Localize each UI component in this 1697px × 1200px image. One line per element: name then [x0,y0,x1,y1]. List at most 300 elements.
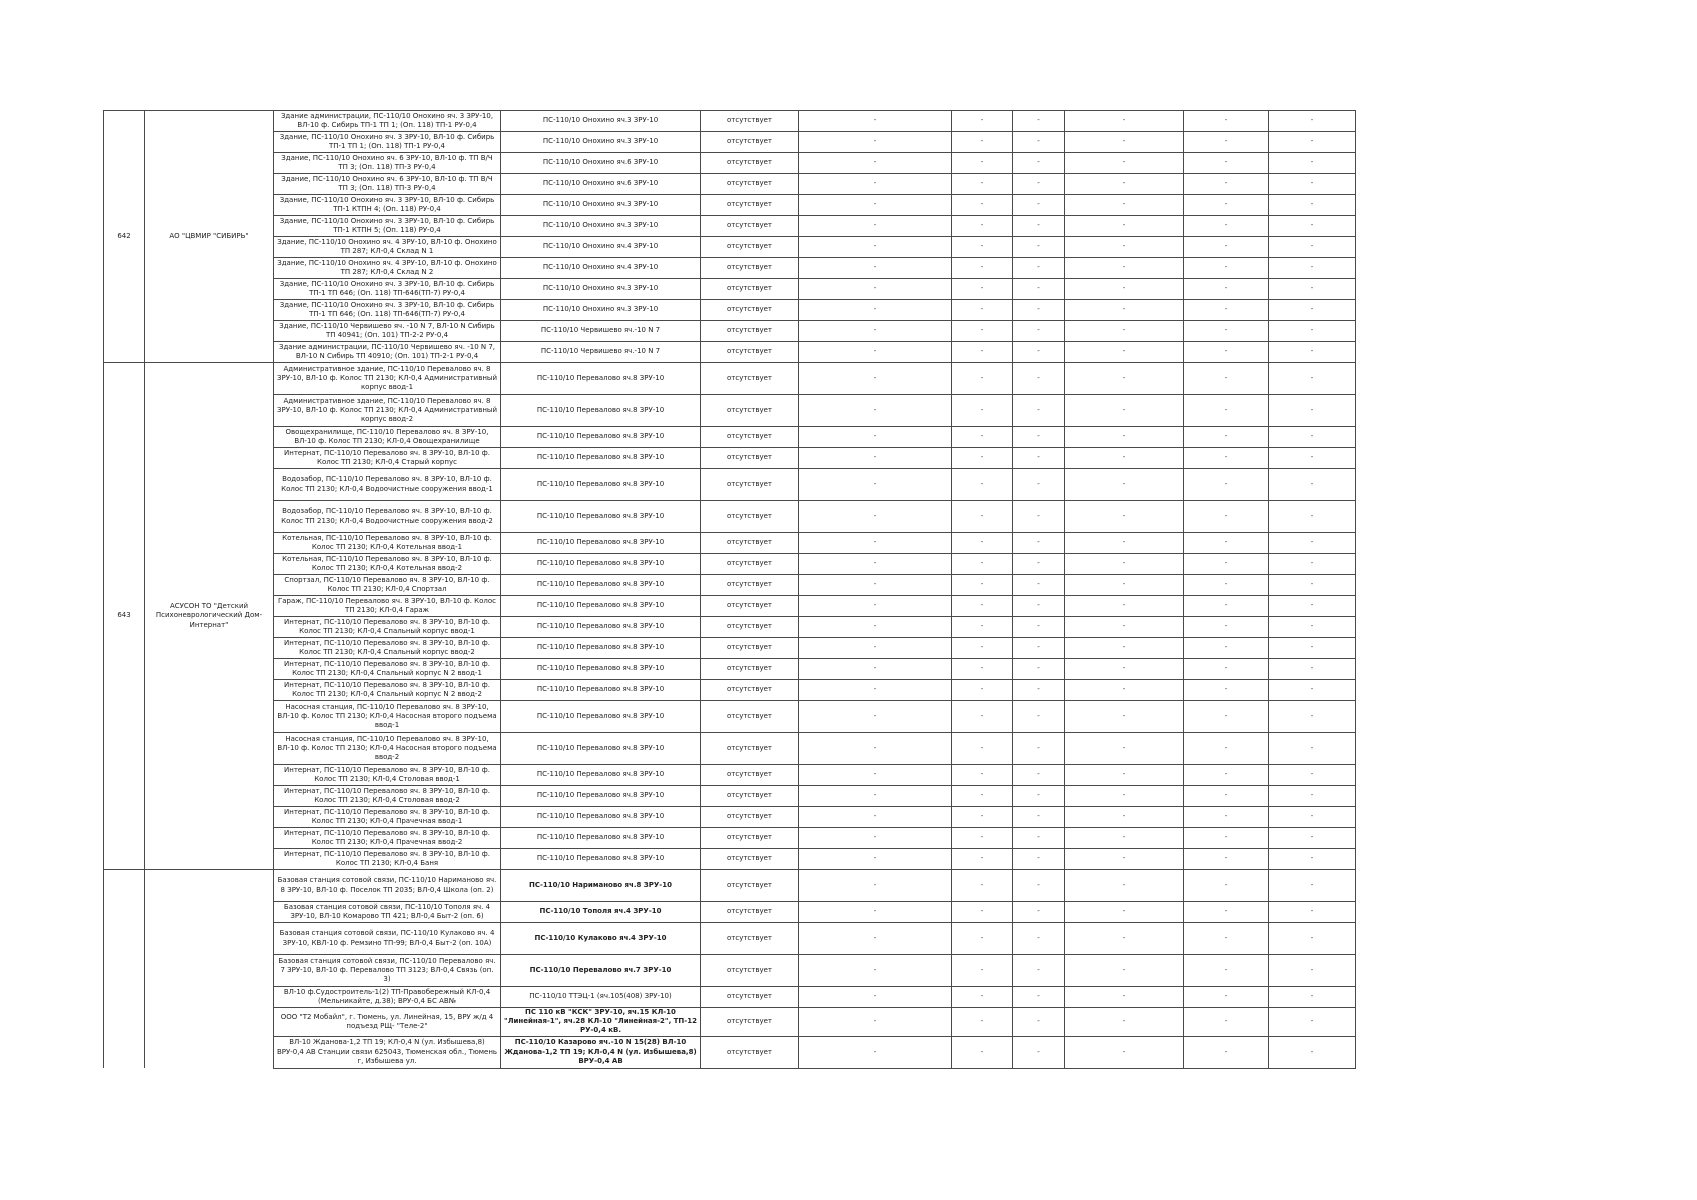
dash-cell: - [799,300,952,321]
table-row [104,575,1356,596]
dash-cell: - [799,849,952,870]
dash-cell: - [1269,237,1356,258]
table-row [104,659,1356,680]
dash-cell: - [1013,955,1065,987]
dash-cell: - [1065,1008,1184,1037]
dash-cell: - [1269,395,1356,427]
dash-cell: - [1184,733,1269,765]
dash-cell: - [799,342,952,363]
dash-cell: - [1184,469,1269,501]
dash-cell: - [799,237,952,258]
dash-cell: - [952,427,1013,448]
dash-cell: - [799,680,952,701]
dash-cell: - [1269,300,1356,321]
dash-cell: - [1013,469,1065,501]
dash-cell: - [799,174,952,195]
dash-cell: - [799,923,952,955]
dash-cell: - [1269,174,1356,195]
object-name: Интернат, ПС-110/10 Перевалово яч. 8 ЗРУ-10, ВЛ-10 ф. Колос ТП 2130; КЛ-0,4 Прачечная ввод-1 [274,807,501,828]
dash-cell: - [1013,363,1065,395]
dash-cell: - [1013,575,1065,596]
dash-cell: - [952,554,1013,575]
dash-cell: - [952,659,1013,680]
status-cell: отсутствует [701,1008,799,1037]
power-source: ПС-110/10 Перевалово яч.8 ЗРУ-10 [501,828,701,849]
status-cell: отсутствует [701,554,799,575]
table-row [104,1008,1356,1037]
table-row [104,786,1356,807]
power-source: ПС-110/10 Перевалово яч.8 ЗРУ-10 [501,501,701,533]
object-name: Административное здание, ПС-110/10 Перевалово яч. 8 ЗРУ-10, ВЛ-10 ф. Колос ТП 2130; КЛ-0,4 Административный корпус ввод-1 [274,363,501,395]
status-cell: отсутствует [701,279,799,300]
status-cell: отсутствует [701,659,799,680]
dash-cell: - [799,596,952,617]
dash-cell: - [1065,765,1184,786]
dash-cell: - [1269,342,1356,363]
power-source: ПС-110/10 Казарово яч.-10 N 15(28) ВЛ-10 Жданова-1,2 ТП 19; КЛ-0,4 N (ул. Избышева,8) ВРУ-0,4 АВ [501,1036,701,1068]
dash-cell: - [1065,987,1184,1008]
table-row [104,849,1356,870]
status-cell: отсутствует [701,849,799,870]
dash-cell: - [1184,575,1269,596]
object-name: Овощехранилище, ПС-110/10 Перевалово яч. 8 ЗРУ-10, ВЛ-10 ф. Колос ТП 2130; КЛ-0,4 Овощехранилище [274,427,501,448]
object-name: Интернат, ПС-110/10 Перевалово яч. 8 ЗРУ-10, ВЛ-10 ф. Колос ТП 2130; КЛ-0,4 Спальный корпус N 2 ввод-2 [274,680,501,701]
dash-cell: - [1065,659,1184,680]
object-name: Интернат, ПС-110/10 Перевалово яч. 8 ЗРУ-10, ВЛ-10 ф. Колос ТП 2130; КЛ-0,4 Столовая ввод-2 [274,786,501,807]
dash-cell: - [1269,828,1356,849]
dash-cell: - [1065,870,1184,902]
dash-cell: - [1013,870,1065,902]
table-row [104,279,1356,300]
dash-cell: - [952,849,1013,870]
dash-cell: - [1013,828,1065,849]
object-name: Базовая станция сотовой связи, ПС-110/10 Тополя яч. 4 ЗРУ-10, ВЛ-10 Комарово ТП 421; ВЛ-0,4 Быт-2 (оп. 6) [274,902,501,923]
dash-cell: - [1184,342,1269,363]
status-cell: отсутствует [701,469,799,501]
status-cell: отсутствует [701,321,799,342]
dash-cell: - [1184,786,1269,807]
status-cell: отсутствует [701,258,799,279]
dash-cell: - [799,575,952,596]
power-source: ПС-110/10 Перевалово яч.8 ЗРУ-10 [501,533,701,554]
status-cell: отсутствует [701,786,799,807]
status-cell: отсутствует [701,765,799,786]
table-row [104,923,1356,955]
dash-cell: - [1184,807,1269,828]
power-source: ПС-110/10 Перевалово яч.8 ЗРУ-10 [501,554,701,575]
dash-cell: - [799,279,952,300]
dash-cell: - [799,902,952,923]
dash-cell: - [1269,132,1356,153]
dash-cell: - [1184,237,1269,258]
dash-cell: - [799,786,952,807]
dash-cell: - [1269,955,1356,987]
dash-cell: - [1269,849,1356,870]
dash-cell: - [1184,258,1269,279]
dash-cell: - [1065,237,1184,258]
status-cell: отсутствует [701,575,799,596]
dash-cell: - [1065,195,1184,216]
status-cell: отсутствует [701,955,799,987]
dash-cell: - [1013,448,1065,469]
table-row [104,533,1356,554]
dash-cell: - [1269,786,1356,807]
power-source: ПС-110/10 Онохино яч.3 ЗРУ-10 [501,216,701,237]
dash-cell: - [952,363,1013,395]
status-cell: отсутствует [701,617,799,638]
dash-cell: - [1269,902,1356,923]
dash-cell: - [799,1008,952,1037]
dash-cell: - [1065,575,1184,596]
object-name: Здание администрации, ПС-110/10 Червишево яч. -10 N 7, ВЛ-10 N Сибирь ТП 40910; (Оп. 101) ТП-2-1 РУ-0,4 [274,342,501,363]
table-row [104,195,1356,216]
power-source: ПС-110/10 Перевалово яч.8 ЗРУ-10 [501,363,701,395]
dash-cell: - [799,828,952,849]
status-cell: отсутствует [701,638,799,659]
table-row [104,1036,1356,1068]
dash-cell: - [799,195,952,216]
dash-cell: - [1013,279,1065,300]
dash-cell: - [952,195,1013,216]
dash-cell: - [1269,448,1356,469]
dash-cell: - [1184,596,1269,617]
dash-cell: - [952,575,1013,596]
dash-cell: - [1013,1036,1065,1068]
table-row [104,828,1356,849]
dash-cell: - [1013,807,1065,828]
dash-cell: - [1184,501,1269,533]
status-cell: отсутствует [701,596,799,617]
status-cell: отсутствует [701,216,799,237]
dash-cell: - [952,111,1013,132]
dash-cell: - [1184,870,1269,902]
dash-cell: - [1184,659,1269,680]
object-name: Насосная станция, ПС-110/10 Перевалово яч. 8 ЗРУ-10, ВЛ-10 ф. Колос ТП 2130; КЛ-0,4 Насосная второго подъема ввод-1 [274,701,501,733]
dash-cell: - [1065,733,1184,765]
dash-cell: - [1013,733,1065,765]
dash-cell: - [1013,132,1065,153]
dash-cell: - [1184,923,1269,955]
dash-cell: - [1013,596,1065,617]
power-source: ПС-110/10 Перевалово яч.8 ЗРУ-10 [501,575,701,596]
object-name: Водозабор, ПС-110/10 Перевалово яч. 8 ЗРУ-10, ВЛ-10 ф. Колос ТП 2130; КЛ-0,4 Водоочистные сооружения ввод-2 [274,501,501,533]
dash-cell: - [799,765,952,786]
status-cell: отсутствует [701,427,799,448]
dash-cell: - [1065,638,1184,659]
power-source: ПС-110/10 Перевалово яч.8 ЗРУ-10 [501,427,701,448]
table-row [104,132,1356,153]
status-cell: отсутствует [701,533,799,554]
dash-cell: - [952,617,1013,638]
dash-cell: - [1013,533,1065,554]
dash-cell: - [1013,342,1065,363]
dash-cell: - [952,501,1013,533]
status-cell: отсутствует [701,132,799,153]
dash-cell: - [952,870,1013,902]
dash-cell: - [952,596,1013,617]
status-cell: отсутствует [701,448,799,469]
dash-cell: - [952,786,1013,807]
dash-cell: - [799,501,952,533]
dash-cell: - [1065,300,1184,321]
dash-cell: - [1269,216,1356,237]
dash-cell: - [1065,701,1184,733]
status-cell: отсутствует [701,680,799,701]
dash-cell: - [952,258,1013,279]
dash-cell: - [1013,111,1065,132]
dash-cell: - [1013,923,1065,955]
power-source: ПС-110/10 Онохино яч.6 ЗРУ-10 [501,174,701,195]
object-name: Интернат, ПС-110/10 Перевалово яч. 8 ЗРУ-10, ВЛ-10 ф. Колос ТП 2130; КЛ-0,4 Спальный корпус ввод-1 [274,617,501,638]
dash-cell: - [952,680,1013,701]
dash-cell: - [952,216,1013,237]
data-table [103,110,1356,1069]
table-row [104,617,1356,638]
dash-cell: - [1013,659,1065,680]
dash-cell: - [952,765,1013,786]
dash-cell: - [1184,153,1269,174]
object-name: Водозабор, ПС-110/10 Перевалово яч. 8 ЗРУ-10, ВЛ-10 ф. Колос ТП 2130; КЛ-0,4 Водоочистные сооружения ввод-1 [274,469,501,501]
power-source: ПС-110/10 Червишево яч.-10 N 7 [501,321,701,342]
object-name: Интернат, ПС-110/10 Перевалово яч. 8 ЗРУ-10, ВЛ-10 ф. Колос ТП 2130; КЛ-0,4 Столовая ввод-1 [274,765,501,786]
dash-cell: - [1269,279,1356,300]
dash-cell: - [1013,395,1065,427]
dash-cell: - [1269,258,1356,279]
organization-name: АСУСОН ТО "Детский Психоневрологический Дом-Интернат" [145,363,274,870]
table-row [104,174,1356,195]
object-name: Интернат, ПС-110/10 Перевалово яч. 8 ЗРУ-10, ВЛ-10 ф. Колос ТП 2130; КЛ-0,4 Баня [274,849,501,870]
dash-cell: - [952,448,1013,469]
row-number [104,870,145,1069]
dash-cell: - [1184,216,1269,237]
dash-cell: - [799,638,952,659]
table-row [104,987,1356,1008]
dash-cell: - [1184,1008,1269,1037]
dash-cell: - [1269,1008,1356,1037]
object-name: Базовая станция сотовой связи, ПС-110/10 Кулаково яч. 4 ЗРУ-10, КВЛ-10 ф. Ремзино ТП-99; ВЛ-0,4 Быт-2 (оп. 10А) [274,923,501,955]
object-name: Здание, ПС-110/10 Онохино яч. 6 ЗРУ-10, ВЛ-10 ф. ТП В/Ч ТП 3; (Оп. 118) ТП-3 РУ-0,4 [274,174,501,195]
dash-cell: - [952,237,1013,258]
dash-cell: - [952,533,1013,554]
dash-cell: - [1184,680,1269,701]
power-source: ПС-110/10 Онохино яч.6 ЗРУ-10 [501,153,701,174]
status-cell: отсутствует [701,300,799,321]
object-name: ООО "Т2 Мобайл", г. Тюмень, ул. Линейная, 15, ВРУ ж/д 4 подъезд РЩ- "Теле-2" [274,1008,501,1037]
object-name: Здание, ПС-110/10 Онохино яч. 4 ЗРУ-10, ВЛ-10 ф. Онохино ТП 287; КЛ-0,4 Склад N 1 [274,237,501,258]
organization-name: АО "ЦВМИР "СИБИРЬ" [145,111,274,363]
dash-cell: - [1065,363,1184,395]
object-name: ВЛ-10 ф.Судостроитель-1(2) ТП-Правобережный КЛ-0,4 (Мельникайте, д.38); ВРУ-0,4 БС АВ№ [274,987,501,1008]
status-cell: отсутствует [701,923,799,955]
dash-cell: - [1065,923,1184,955]
dash-cell: - [1013,195,1065,216]
power-source: ПС-110/10 Перевалово яч.8 ЗРУ-10 [501,701,701,733]
dash-cell: - [1065,258,1184,279]
table-row [104,638,1356,659]
status-cell: отсутствует [701,153,799,174]
dash-cell: - [1269,870,1356,902]
dash-cell: - [1065,321,1184,342]
object-name: Интернат, ПС-110/10 Перевалово яч. 8 ЗРУ-10, ВЛ-10 ф. Колос ТП 2130; КЛ-0,4 Прачечная ввод-2 [274,828,501,849]
dash-cell: - [1065,279,1184,300]
object-name: Котельная, ПС-110/10 Перевалово яч. 8 ЗРУ-10, ВЛ-10 ф. Колос ТП 2130; КЛ-0,4 Котельная ввод-1 [274,533,501,554]
power-source: ПС-110/10 Перевалово яч.8 ЗРУ-10 [501,733,701,765]
dash-cell: - [952,153,1013,174]
dash-cell: - [799,659,952,680]
power-source: ПС-110/10 Перевалово яч.8 ЗРУ-10 [501,638,701,659]
object-name: Интернат, ПС-110/10 Перевалово яч. 8 ЗРУ-10, ВЛ-10 ф. Колос ТП 2130; КЛ-0,4 Спальный корпус N 2 ввод-1 [274,659,501,680]
power-source: ПС 110 кВ "КСК" ЗРУ-10, яч.15 КЛ-10 "Линейная-1", яч.28 КЛ-10 "Линейная-2", ТП-12 РУ-0,4 кВ. [501,1008,701,1037]
dash-cell: - [1184,617,1269,638]
table-row [104,469,1356,501]
dash-cell: - [799,427,952,448]
dash-cell: - [1184,554,1269,575]
dash-cell: - [952,902,1013,923]
dash-cell: - [1269,195,1356,216]
dash-cell: - [1269,701,1356,733]
dash-cell: - [1065,132,1184,153]
dash-cell: - [1013,153,1065,174]
dash-cell: - [1269,1036,1356,1068]
power-source: ПС-110/10 Перевалово яч.8 ЗРУ-10 [501,849,701,870]
status-cell: отсутствует [701,342,799,363]
dash-cell: - [1184,174,1269,195]
dash-cell: - [1013,237,1065,258]
dash-cell: - [1065,617,1184,638]
dash-cell: - [1013,849,1065,870]
row-number: 642 [104,111,145,363]
dash-cell: - [799,363,952,395]
dash-cell: - [1065,849,1184,870]
status-cell: отсутствует [701,195,799,216]
table-row [104,733,1356,765]
table-row [104,427,1356,448]
status-cell: отсутствует [701,1036,799,1068]
status-cell: отсутствует [701,395,799,427]
table-row [104,870,1356,902]
dash-cell: - [1184,849,1269,870]
dash-cell: - [1065,786,1184,807]
dash-cell: - [1269,427,1356,448]
object-name: Базовая станция сотовой связи, ПС-110/10 Перевалово яч. 7 ЗРУ-10, ВЛ-10 ф. Перевалово ТП 3123; ВЛ-0,4 Связь (оп. 3) [274,955,501,987]
dash-cell: - [799,987,952,1008]
dash-cell: - [1013,554,1065,575]
dash-cell: - [1013,701,1065,733]
table-row [104,153,1356,174]
dash-cell: - [1065,216,1184,237]
dash-cell: - [1184,363,1269,395]
power-source: ПС-110/10 Тополя яч.4 ЗРУ-10 [501,902,701,923]
object-name: Базовая станция сотовой связи, ПС-110/10 Нариманово яч. 8 ЗРУ-10, ВЛ-10 ф. Поселок ТП 2035; ВЛ-0,4 Школа (оп. 2) [274,870,501,902]
dash-cell: - [1184,195,1269,216]
dash-cell: - [799,448,952,469]
power-source: ПС-110/10 Онохино яч.3 ЗРУ-10 [501,195,701,216]
dash-cell: - [1013,321,1065,342]
object-name: Котельная, ПС-110/10 Перевалово яч. 8 ЗРУ-10, ВЛ-10 ф. Колос ТП 2130; КЛ-0,4 Котельная ввод-2 [274,554,501,575]
dash-cell: - [799,955,952,987]
dash-cell: - [1013,258,1065,279]
dash-cell: - [1065,501,1184,533]
table-row [104,363,1356,395]
power-source: ПС-110/10 Перевалово яч.7 ЗРУ-10 [501,955,701,987]
table-row [104,902,1356,923]
dash-cell: - [1013,427,1065,448]
status-cell: отсутствует [701,987,799,1008]
dash-cell: - [799,395,952,427]
status-cell: отсутствует [701,902,799,923]
dash-cell: - [952,1008,1013,1037]
power-source: ПС-110/10 Перевалово яч.8 ЗРУ-10 [501,765,701,786]
status-cell: отсутствует [701,111,799,132]
power-source: ПС-110/10 Перевалово яч.8 ЗРУ-10 [501,807,701,828]
dash-cell: - [952,395,1013,427]
dash-cell: - [799,216,952,237]
dash-cell: - [1013,501,1065,533]
dash-cell: - [1065,111,1184,132]
object-name: Здание, ПС-110/10 Онохино яч. 3 ЗРУ-10, ВЛ-10 ф. Сибирь ТП-1 ТП 1; (Оп. 118) ТП-1 РУ-0,4 [274,132,501,153]
dash-cell: - [952,638,1013,659]
dash-cell: - [1184,448,1269,469]
dash-cell: - [1184,132,1269,153]
dash-cell: - [1065,469,1184,501]
object-name: Здание, ПС-110/10 Онохино яч. 3 ЗРУ-10, ВЛ-10 ф. Сибирь ТП-1 КТПН 5; (Оп. 118) РУ-0,4 [274,216,501,237]
dash-cell: - [1013,638,1065,659]
table-row [104,955,1356,987]
dash-cell: - [1269,765,1356,786]
object-name: Здание, ПС-110/10 Онохино яч. 3 ЗРУ-10, ВЛ-10 ф. Сибирь ТП-1 ТП 646; (Оп. 118) ТП-646(ТП-7) РУ-0,4 [274,279,501,300]
dash-cell: - [1065,395,1184,427]
power-source: ПС-110/10 Перевалово яч.8 ЗРУ-10 [501,596,701,617]
dash-cell: - [1013,617,1065,638]
object-name: Интернат, ПС-110/10 Перевалово яч. 8 ЗРУ-10, ВЛ-10 ф. Колос ТП 2130; КЛ-0,4 Старый корпус [274,448,501,469]
dash-cell: - [1065,596,1184,617]
dash-cell: - [1269,987,1356,1008]
status-cell: отсутствует [701,807,799,828]
dash-cell: - [952,300,1013,321]
dash-cell: - [1013,174,1065,195]
dash-cell: - [952,923,1013,955]
dash-cell: - [952,955,1013,987]
dash-cell: - [799,1036,952,1068]
power-source: ПС-110/10 Перевалово яч.8 ЗРУ-10 [501,617,701,638]
dash-cell: - [952,828,1013,849]
organization-name [145,870,274,1069]
dash-cell: - [1184,638,1269,659]
dash-cell: - [1065,533,1184,554]
table-row [104,111,1356,132]
dash-cell: - [1184,427,1269,448]
dash-cell: - [952,342,1013,363]
dash-cell: - [1269,469,1356,501]
dash-cell: - [1269,554,1356,575]
dash-cell: - [1269,680,1356,701]
table-row [104,807,1356,828]
dash-cell: - [799,533,952,554]
dash-cell: - [799,469,952,501]
dash-cell: - [799,870,952,902]
table-row [104,701,1356,733]
row-number: 643 [104,363,145,870]
object-name: Насосная станция, ПС-110/10 Перевалово яч. 8 ЗРУ-10, ВЛ-10 ф. Колос ТП 2130; КЛ-0,4 Насосная второго подъема ввод-2 [274,733,501,765]
table-row [104,554,1356,575]
dash-cell: - [1184,533,1269,554]
dash-cell: - [1065,153,1184,174]
dash-cell: - [1269,596,1356,617]
dash-cell: - [1184,902,1269,923]
status-cell: отсутствует [701,828,799,849]
dash-cell: - [1013,1008,1065,1037]
power-source: ПС-110/10 Онохино яч.4 ЗРУ-10 [501,237,701,258]
